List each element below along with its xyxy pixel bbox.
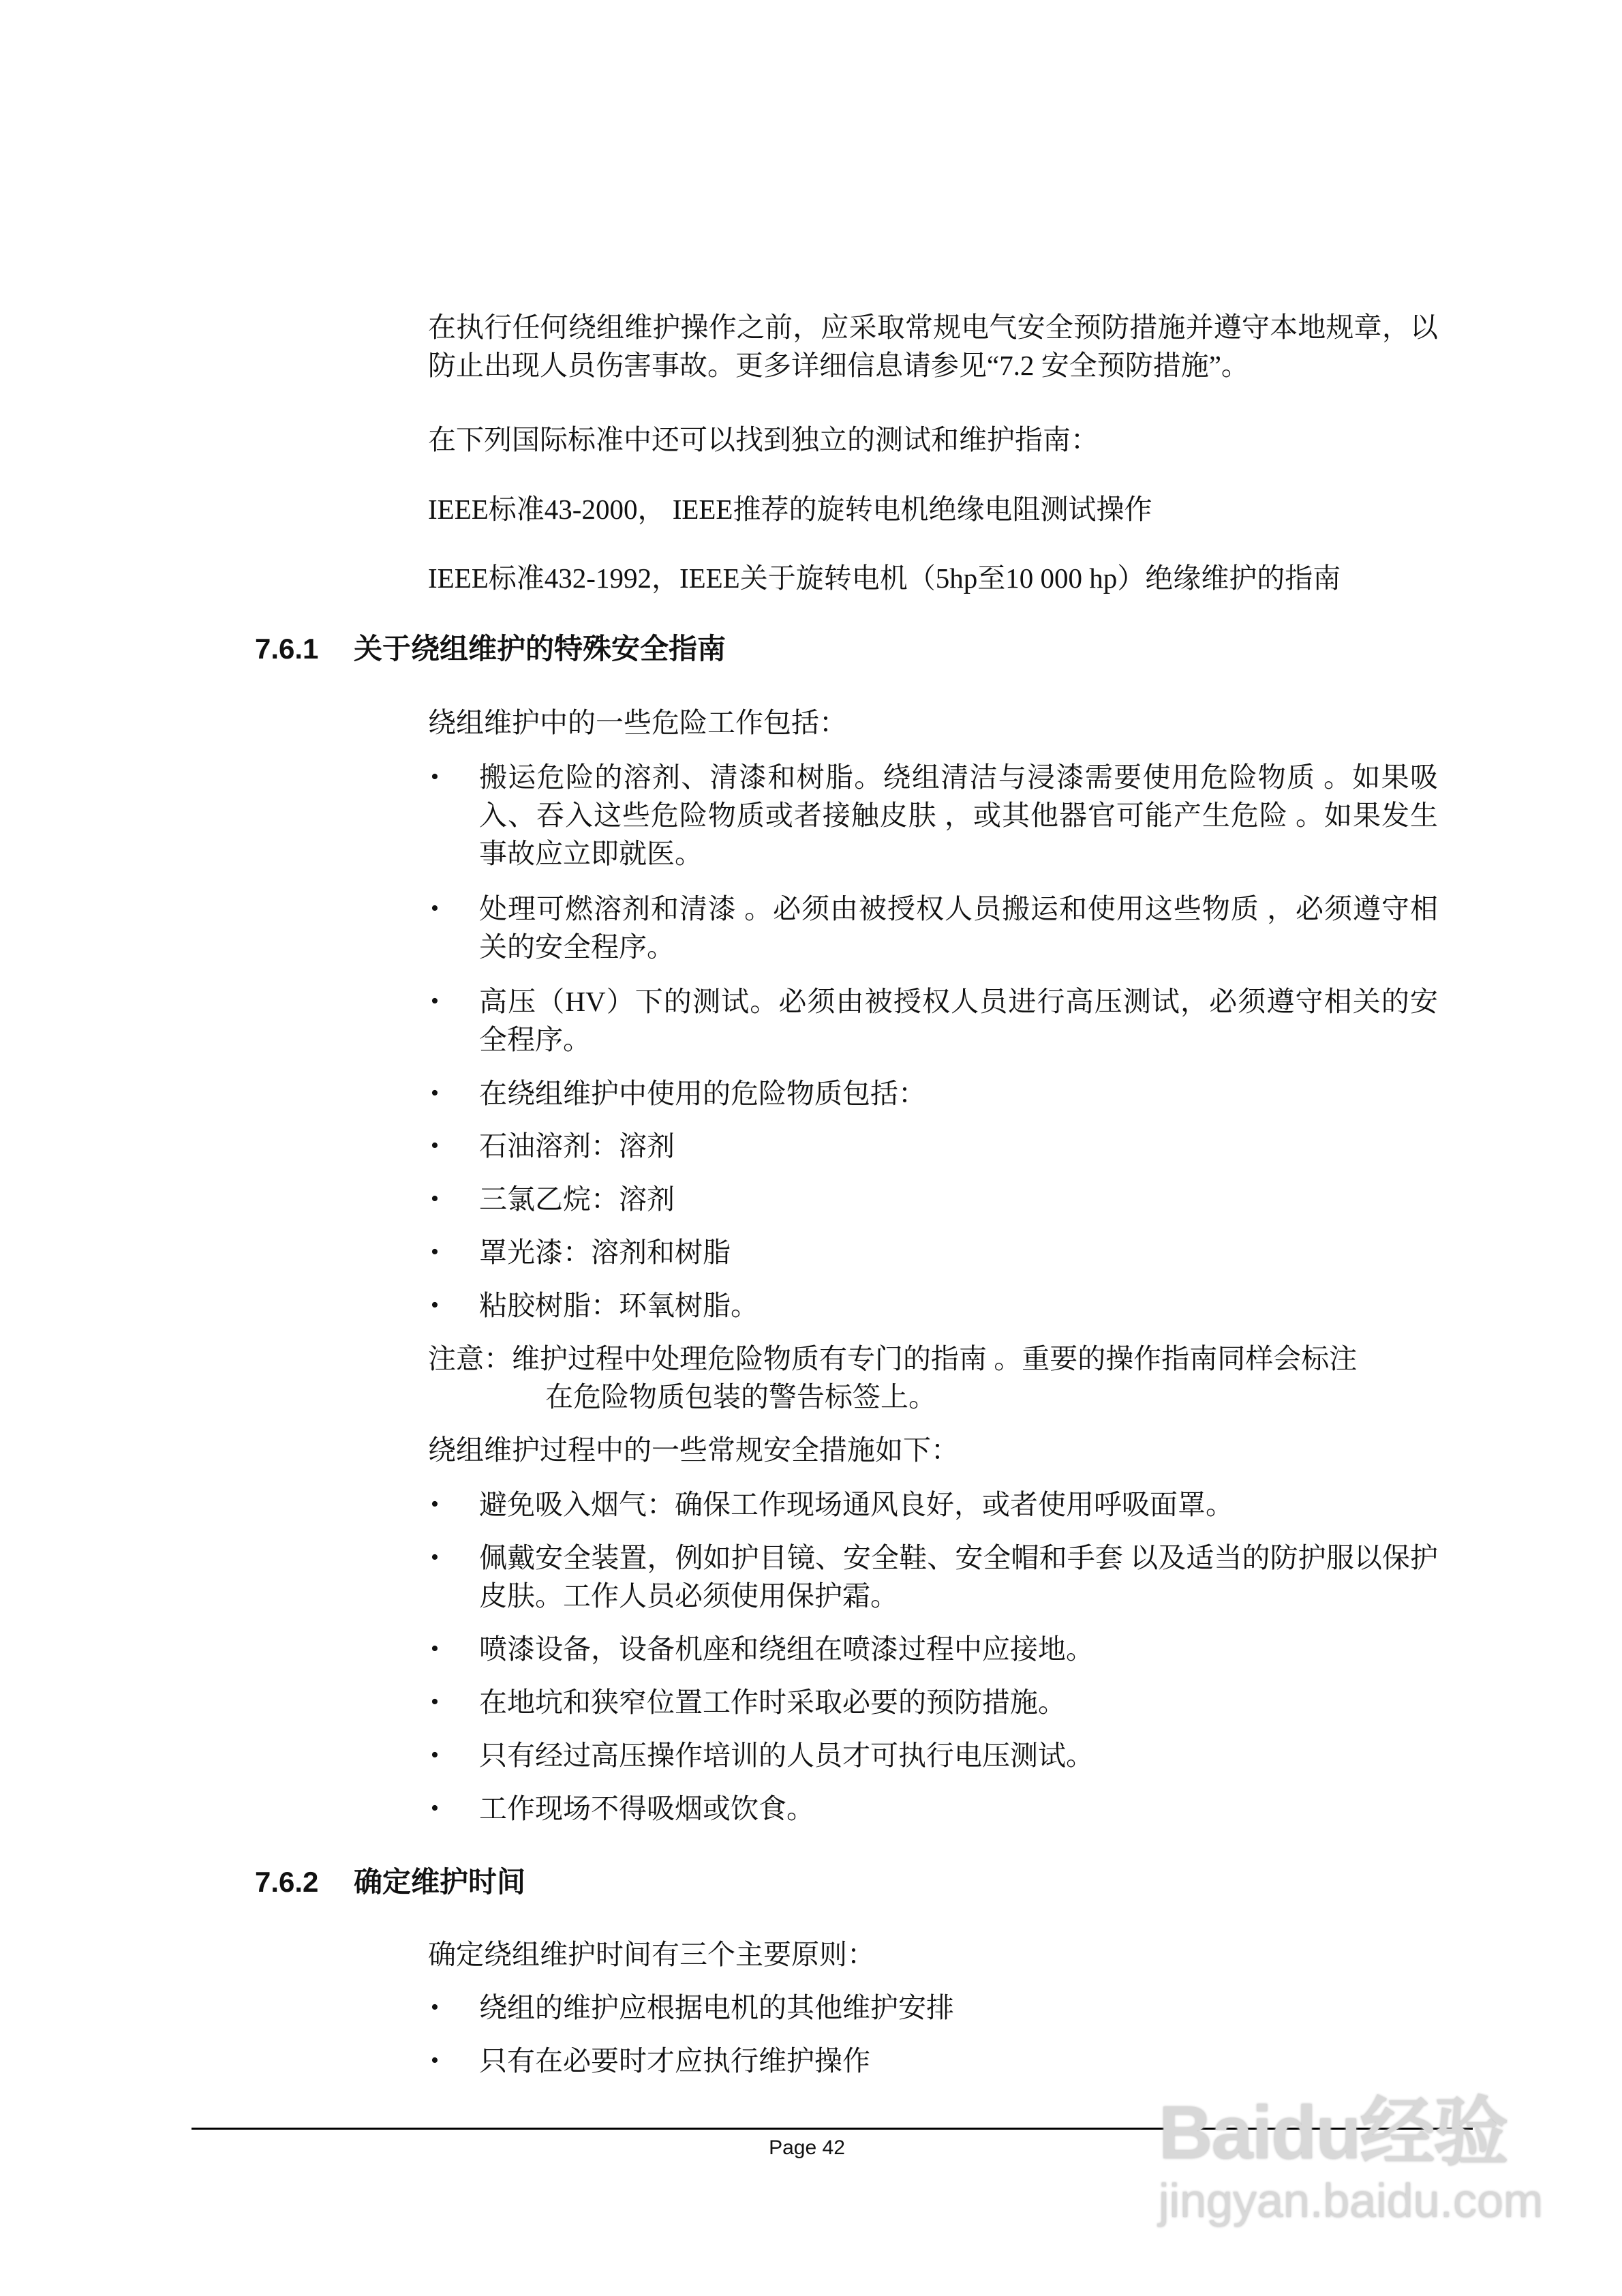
intro-paragraph: 在执行任何绕组维护操作之前，应采取常规电气安全预防措施并遵守本地规章，以防止出现人员伤害事故。更多详细信息请参见“7.2 安全预防措施”。 — [428, 312, 1438, 381]
watermark-logo: Baidu经验 — [1159, 2091, 1508, 2175]
section-title: 关于绕组维护的特殊安全指南 — [354, 633, 726, 665]
list-item — [428, 758, 1438, 873]
list-item — [428, 1630, 1438, 1668]
list-item-text: 在绕组维护中使用的危险物质包括： — [479, 1078, 926, 1109]
bullet-icon: • — [431, 1796, 439, 1821]
section-title: 确定维护时间 — [354, 1866, 526, 1898]
list-item-text: 粘胶树脂：环氧树脂。 — [479, 1290, 759, 1321]
bullet-icon: • — [431, 1133, 439, 1158]
list-item-text: 绕组的维护应根据电机的其他维护安排 — [479, 1992, 954, 2023]
list-item-text: 罩光漆：溶剂和树脂 — [479, 1237, 731, 1268]
list-item-text: 高压（HV）下的测试。必须由被授权人员进行高压测试，必须遵守相关的安全程序。 — [479, 986, 1438, 1055]
list-item — [428, 1485, 1438, 1524]
bullet-icon: • — [431, 764, 439, 789]
bullet-icon: • — [431, 1545, 439, 1570]
bullet-icon: • — [431, 1492, 439, 1517]
list-item-text: 佩戴安全装置，例如护目镜、安全鞋、安全帽和手套 以及适当的防护服以保护皮肤。工作人员必须使用保护霜。 — [479, 1542, 1438, 1612]
principles-intro: 确定绕组维护时间有三个主要原则： — [428, 1939, 875, 1970]
bullet-icon: • — [431, 1742, 439, 1768]
watermark-url: jingyan.baidu.com — [1159, 2174, 1544, 2227]
page-number: Page 42 — [769, 2136, 845, 2159]
list-item — [428, 1539, 1438, 1615]
list-item-text: 工作现场不得吸烟或饮食。 — [479, 1793, 814, 1824]
list-item-text: 避免吸入烟气：确保工作现场通风良好，或者使用呼吸面罩。 — [479, 1489, 1234, 1520]
list-item-text: 处理可燃溶剂和清漆 。必须由被授权人员搬运和使用这些物质 ，必须遵守相关的安全程序。 — [479, 893, 1438, 963]
bullet-icon: • — [431, 1239, 439, 1265]
list-item — [428, 890, 1438, 966]
bullet-icon: • — [431, 1995, 439, 2020]
list-item — [428, 1233, 1438, 1271]
list-item-text: 搬运危险的溶剂、清漆和树脂。绕组清洁与浸漆需要使用危险物质 。如果吸入、吞入这些危险物质或者接触皮肤 ，或其他器官可能产生危险 。如果发生事故应立即就医。 — [479, 761, 1438, 869]
list-item-text: 在地坑和狭窄位置工作时采取必要的预防措施。 — [479, 1687, 1066, 1718]
list-item — [428, 1736, 1438, 1774]
list-item — [428, 1074, 1438, 1113]
hazards-intro: 绕组维护中的一些危险工作包括： — [428, 707, 847, 738]
bullet-icon: • — [431, 1293, 439, 1318]
bullet-icon: • — [431, 2048, 439, 2073]
standard-item: IEEE标准43-2000， IEEE推荐的旋转电机绝缘电阻测试操作 — [428, 494, 1152, 525]
list-item — [428, 1989, 1438, 2027]
standards-intro: 在下列国际标准中还可以找到独立的测试和维护指南： — [428, 424, 1099, 455]
list-item-text: 石油溶剂：溶剂 — [479, 1130, 675, 1162]
list-item — [428, 1789, 1438, 1828]
list-item-text: 只有经过高压操作培训的人员才可执行电压测试。 — [479, 1740, 1094, 1771]
measures-intro: 绕组维护过程中的一些常规安全措施如下： — [428, 1434, 959, 1466]
note-line: 注意：维护过程中处理危险物质有专门的指南 。重要的操作指南同样会标注 — [428, 1343, 1358, 1374]
section-heading-7-6-2 — [255, 1863, 525, 1901]
bullet-icon: • — [431, 1689, 439, 1715]
baidu-watermark — [1159, 2072, 1543, 2228]
list-item-text: 三氯乙烷：溶剂 — [479, 1183, 675, 1215]
bullet-icon: • — [431, 1636, 439, 1661]
bullet-icon: • — [431, 1081, 439, 1106]
bullet-icon: • — [431, 1186, 439, 1211]
note — [428, 1340, 1438, 1416]
section-heading-7-6-1 — [255, 630, 726, 668]
list-item-text: 只有在必要时才应执行维护操作 — [479, 2045, 870, 2076]
list-item — [428, 1127, 1438, 1165]
bullet-icon: • — [431, 988, 439, 1014]
list-item — [428, 982, 1438, 1059]
bullet-icon: • — [431, 896, 439, 921]
list-item — [428, 1286, 1438, 1325]
list-item — [428, 1180, 1438, 1218]
note-line: 在危险物质包装的警告标签上。 — [545, 1381, 936, 1413]
section-number: 7.6.1 — [255, 633, 319, 665]
list-item-text: 喷漆设备，设备机座和绕组在喷漆过程中应接地。 — [479, 1633, 1094, 1665]
list-item — [428, 1683, 1438, 1721]
standard-item: IEEE标准432-1992，IEEE关于旋转电机（5hp至10 000 hp）绝缘维护的指南 — [428, 562, 1341, 594]
section-number: 7.6.2 — [255, 1866, 319, 1898]
